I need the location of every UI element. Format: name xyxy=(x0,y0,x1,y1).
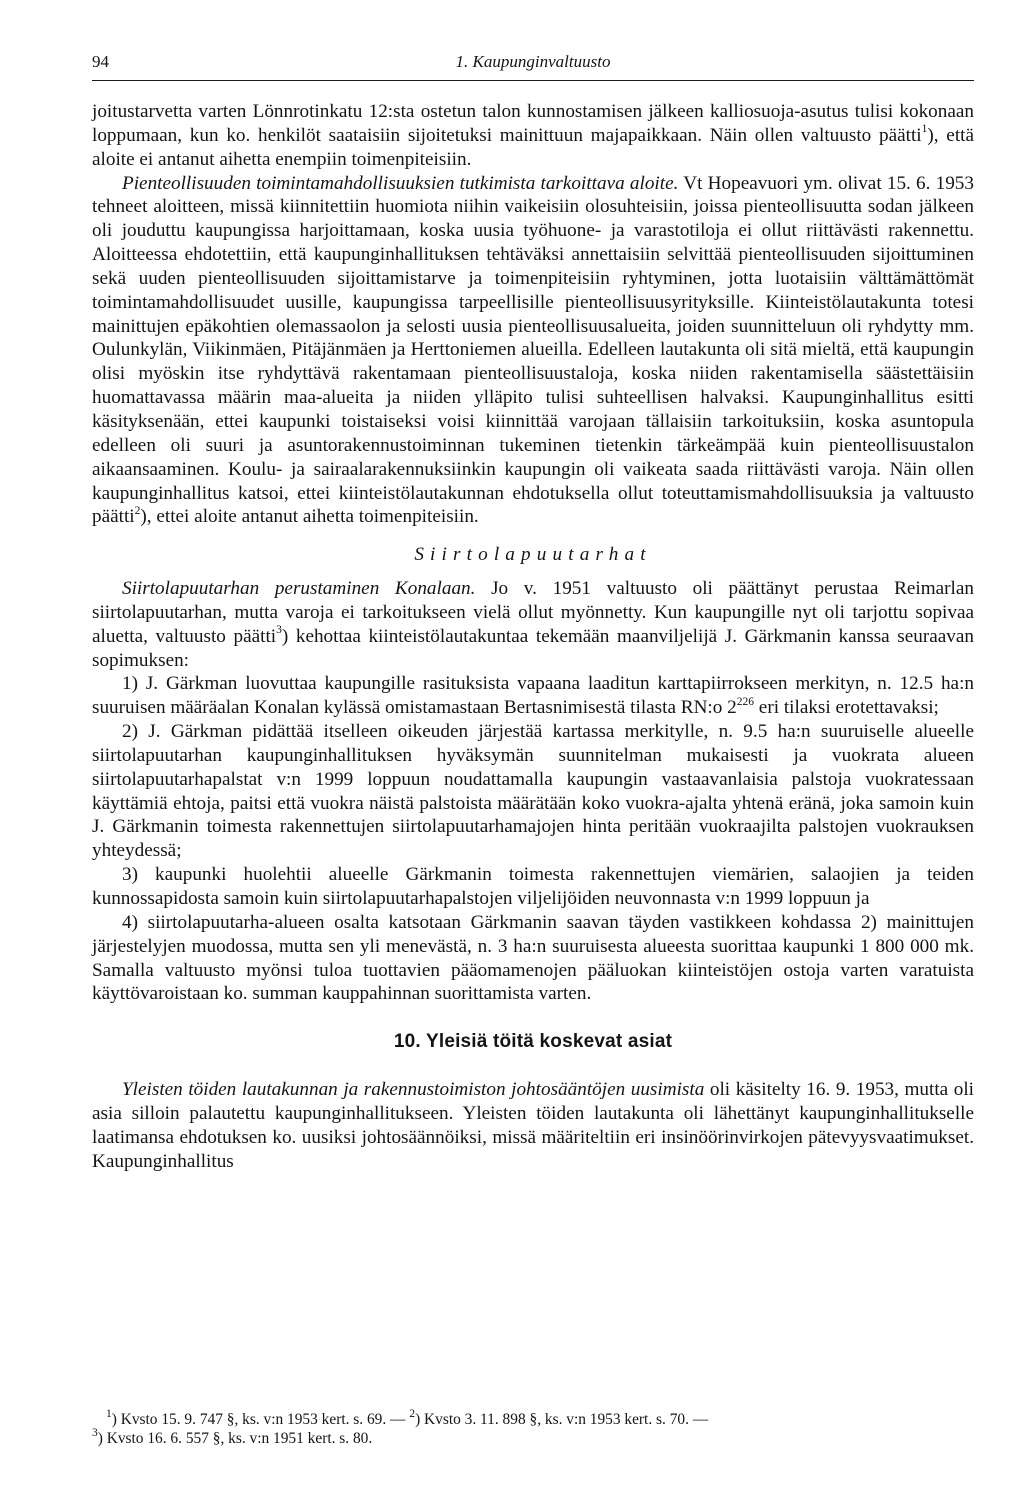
paragraph-2-text: Vt Hopeavuori ym. olivat 15. 6. 1953 tehneet aloitteen, missä kiinnitettiin huomiota niihin vaikeisiin olosuhteisiin, joissa pienteollisuutta sodan jälkeen oli jouduttu kaupungissa harjoittamaan, koska uusia työhuone- ja varastotiloja ei ollut riittävästi rakennettu. Aloitteessa ehdotettiin, että kaupunginhallituksen tehtäväksi annettaisiin selvittää pienteollisuuden sijoittuminen sekä uuden pienteollisuuden sijoittamistarve ja toimenpiteisiin ryhtyminen, jotta luotaisiin välttämättömät toimintamahdollisuudet uusille, kaupungissa tarpeellisille pienteollisuusyrityksille. Kiinteistölautakunta totesi mainittujen epäkohtien olemassaolon ja selosti uusia pienteollisuusalueita, joiden suunnitteluun oli ryhdytty mm. Oulunkylän, Viikinmäen, Pitäjänmäen ja Herttoniemen alueilla. Edelleen lautakunta oli sitä mieltä, että kaupungin olisi myöskin itse ryhdyttävä rakentamaan pienteollisuustaloja, koska niiden rakentamisella säästettäisiin huomattavassa määrin maa-alueita ja niiden ylläpito tulisi suhteellisen halvaksi. Kaupunginhallitus esitti käsityksenään, ettei kaupunki toistaiseksi voisi kiinnittää varojaan tällaisiin tarkoituksiin, koska asuntopula edelleen oli suuri ja asuntorakennustoiminnan tukeminen tietenkin tärkeämpää kuin pienteollisuustalon aikaansaaminen. Koulu- ja sairaalarakennuksiinkin kaupungin oli vaikeata saada riittävästi varoja. Näin ollen kaupunginhallitus katsoi, ettei kiinteistölautakunnan ehdotuksella ollut toteuttamismahdollisuuksia ja valtuusto päätti xyxy=(92,172,974,528)
header-rule xyxy=(92,80,974,81)
paragraph-2-text-end: ), ettei aloite antanut aihetta toimenpiteisiin. xyxy=(140,506,479,528)
footnote-mark-1: 1 xyxy=(106,1407,112,1420)
agreement-item-3: 3) kaupunki huolehtii alueelle Gärkmanin toimesta rakennettujen viemärien, salaojien ja teiden kunnossapidosta samoin kuin siirtolapuutarhapalstojen viljelijöiden neuvonnasta v:n 1999 loppuun ja xyxy=(92,864,974,909)
paragraph-4-text: oli käsitelty 16. 9. 1953, mutta oli asia silloin palautettu kaupunginhallitukseen. Yleisten töiden lautakunta oli lähettänyt kaupunginhallitukselle laatimansa ehdotuksen ko. uusiksi johtosäännöiksi, missä määriteltiin eri insinöörinvirkojen pätevyysvaatimukset. Kaupunginhallitus xyxy=(92,1079,975,1172)
document-page xyxy=(92,0,974,1502)
footnote-3-text: ) Kvsto 16. 6. 557 §, ks. v:n 1951 kert. s. 80. xyxy=(97,1430,373,1447)
section-heading-yleisia-toita: 10. Yleisiä töitä koskevat asiat xyxy=(393,1031,673,1053)
page-header xyxy=(92,50,974,74)
agreement-item-4: 4) siirtolapuutarha-alueen osalta katsotaan Gärkmanin saavan täyden vastikkeen kohdassa 2) mainittujen järjestelyjen muodossa, mutta sen yli menevästä, n. 3 ha:n suuruisesta alueesta suorittaa kaupunki 1 800 000 mk. Samalla valtuusto myönsi tuloa tuottavien pääomamenojen pääluokan kiinteistöjen ostoja varten varatuista käyttövaroistaan ko. summan kauppahinnan suorittamista varten. xyxy=(92,911,974,1005)
paragraph-4-title: Yleisten töiden lautakunnan ja rakennustoimiston johtosääntöjen uusimista xyxy=(122,1079,705,1101)
footnote-ref-2: 2 xyxy=(134,504,141,517)
footnotes xyxy=(92,1407,974,1448)
paragraph-4 xyxy=(92,1078,974,1173)
agreement-item-1 xyxy=(92,672,974,720)
footnote-ref-3: 3 xyxy=(276,624,282,637)
agreement-item-2: 2) J. Gärkman pidättää itselleen oikeuden järjestää kartassa merkitylle, n. 9.5 ha:n suuruiselle alueelle siirtolapuutarhan kaupunginhallituksen hyväksymän suunnitelman mukaisesti ja vuokrata alueen siirtolapuutarhapalstat v:n 1999 loppuun noudattamalla kaupungin vastaavanlaisia palstoja vuokratessaan käyttämiä ehtoja, paitsi että vuokra näistä palstoista määrätään koko vuokra-ajalta yhtenä eränä, joka samoin kuin J. Gärkmanin toimesta rakennettujen siirtolapuutarhamajojen hinta peritään vuokraajilta palstojen vuokrauksen yhteydessä; xyxy=(92,721,974,862)
footnote-line-1 xyxy=(92,1407,974,1429)
paragraph-3-title: Siirtolapuutarhan perustaminen Konalaan. xyxy=(122,578,476,600)
paragraph-3 xyxy=(92,577,974,672)
paragraph-1 xyxy=(92,100,974,172)
paragraph-1-text: joitustarvetta varten Lönnrotinkatu 12:sta ostetun talon kunnostamisen jälkeen kalliosuoja-asutus tulisi kokonaan loppumaan, kun ko. henkilöt saataisiin sijoitetuksi mainittuun majapaikkaan. Näin ollen valtuusto päätti xyxy=(92,101,974,146)
running-title: 1. Kaupunginvaltuusto xyxy=(455,52,611,71)
agreement-item-1-text: 1) J. Gärkman luovuttaa kaupungille rasituksista vapaana laaditun karttapiirrokseen merkityn, n. 12.5 ha:n suuruisen määräalan Konalan kylässä omistamastaan Bertasnimisestä tilasta RN:o 2 xyxy=(92,673,974,719)
paragraph-3-text: Jo v. 1951 valtuusto oli päättänyt perustaa Reimarlan siirtolapuutarhan, mutta varoja ei tarkoitukseen vielä ollut myönnetty. Kun kaupungille nyt oli tarjottu sopivaa aluetta, valtuusto päätti xyxy=(92,578,974,647)
superscript-226: 226 xyxy=(736,695,754,708)
paragraph-2 xyxy=(92,172,974,530)
footnote-mark-2: 2 xyxy=(409,1407,416,1420)
footnote-ref-1: 1 xyxy=(921,123,928,136)
footnote-2-text: ) Kvsto 3. 11. 898 §, ks. v:n 1953 kert. s. 70. — xyxy=(415,1411,709,1428)
agreement-item-1-text-end: eri tilaksi erotettavaksi; xyxy=(754,697,939,719)
footnote-line-2 xyxy=(92,1426,974,1448)
footnote-1-text: ) Kvsto 15. 9. 747 §, ks. v:n 1953 kert. s. 69. — xyxy=(111,1411,410,1428)
paragraph-2-title: Pienteollisuuden toimintamahdollisuuksien tutkimista tarkoittava aloite. xyxy=(122,172,679,194)
footnote-mark-3: 3 xyxy=(92,1426,98,1439)
paragraph-3-text-end: ) kehottaa kiinteistölautakuntaa tekemään maanviljelijä J. Gärkmanin kanssa seuraavan sopimuksen: xyxy=(92,625,975,671)
body-text xyxy=(92,100,974,1173)
paragraph-1-text-end: ), että aloite ei antanut aihetta enempiin toimenpiteisiin. xyxy=(92,124,974,170)
page-number: 94 xyxy=(92,52,109,71)
section-heading-siirtolapuutarhat: Siirtolapuutarhat xyxy=(414,544,652,566)
